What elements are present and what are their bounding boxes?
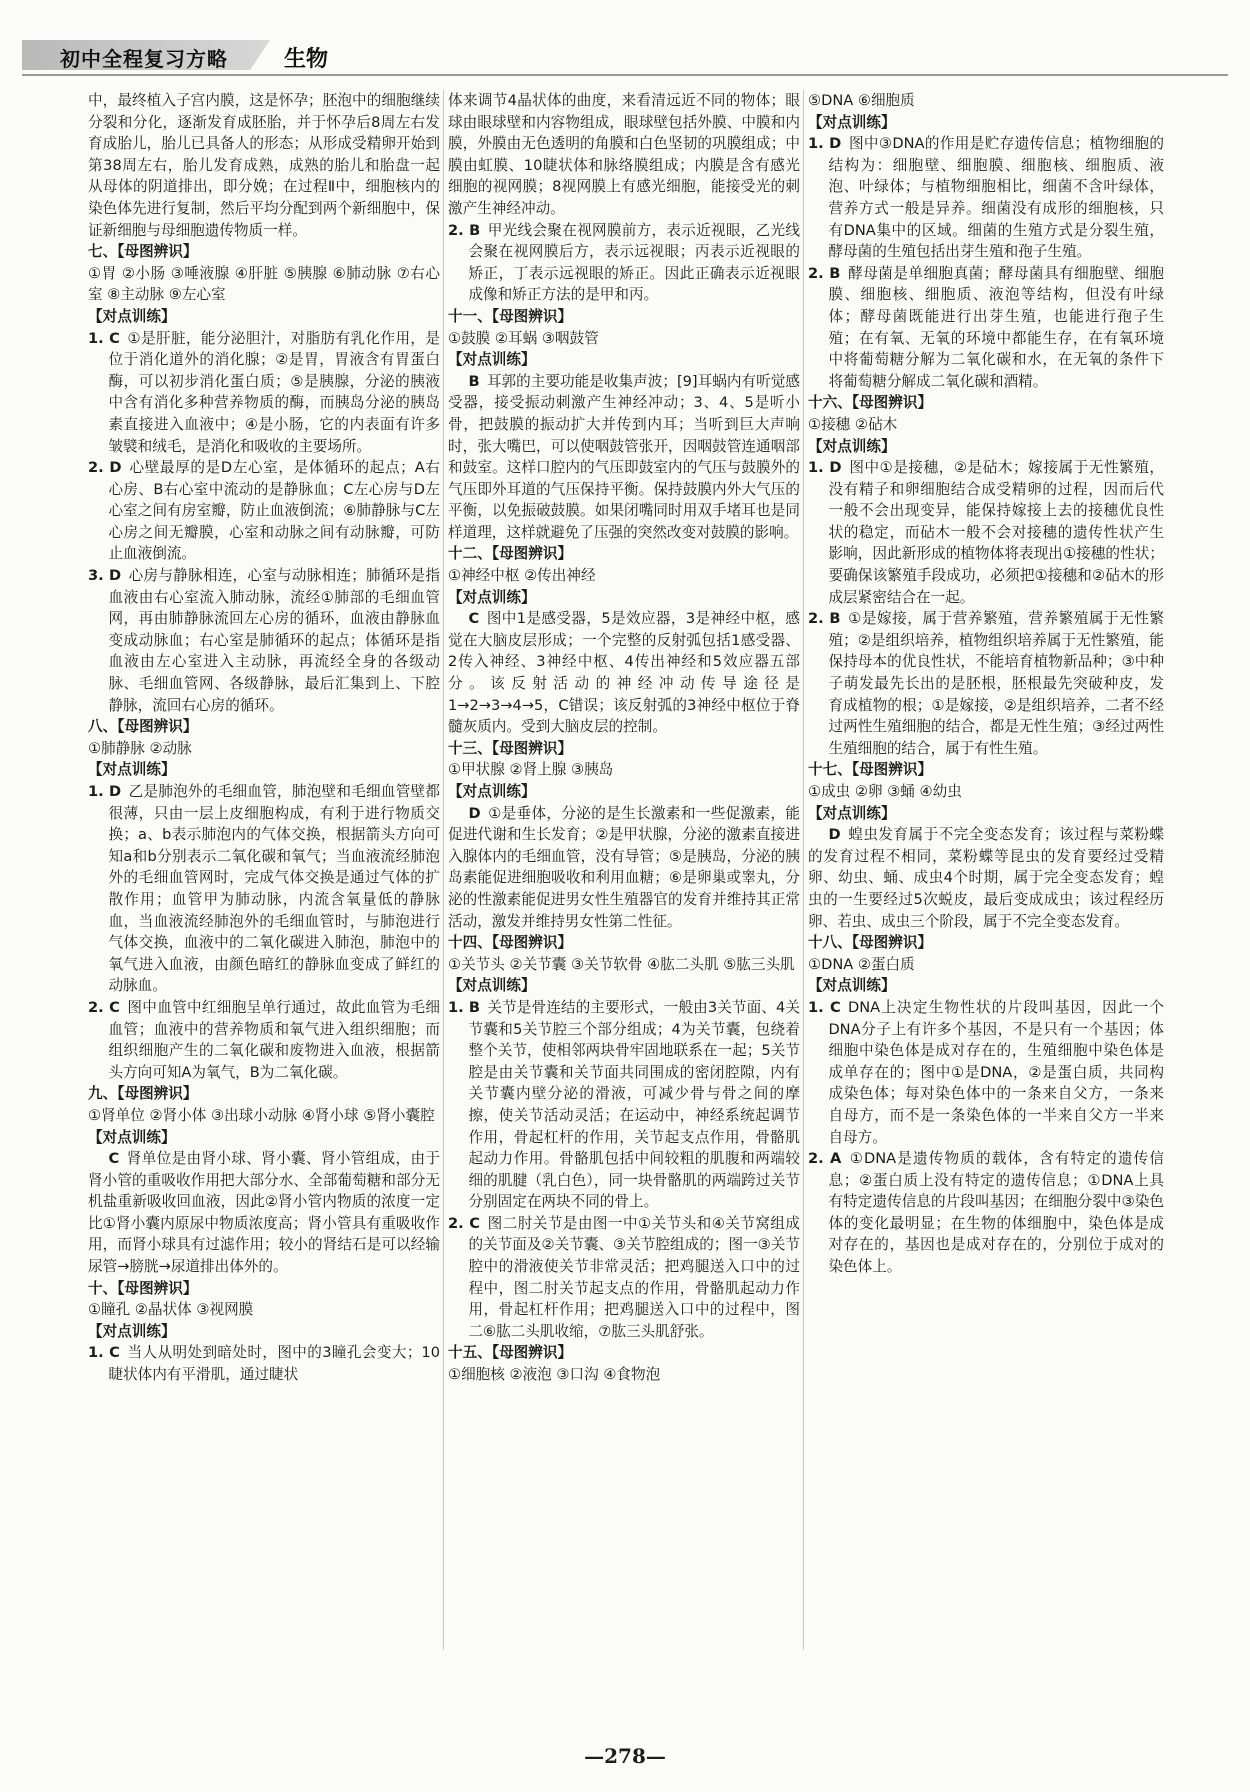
answer-item: [808, 457, 1164, 608]
answer-explanation: 心壁最厚的是D左心室，是体循环的起点；A右心房、B右心室中流动的是静脉血；C左心房与D左心室之间有房室瓣，防止血液倒流；⑥肺静脉与C左心房之间无瓣膜，心室和动脉之间有动脉瓣，可防止血液倒流。: [108, 459, 440, 563]
answer-explanation: 当人从明处到暗处时，图中的3瞳孔会变大；10睫状体内有平滑肌，通过睫状: [108, 1344, 440, 1384]
section-heading: 七、【母图辨识】: [88, 243, 198, 261]
section-heading: 【对点训练】: [88, 1322, 176, 1340]
answer-explanation: ①DNA是遗传物质的载体，含有特定的遗传信息；②蛋白质上没有特定的遗传信息；①DNA上具有特定遗传信息的片段叫基因；在细胞分裂中③染色体的变化最明显；在生物的体细胞中，染色体是成对存在的，基因也是成对存在的，分别位于成对的染色体上。: [828, 1150, 1164, 1276]
section-heading: 【对点训练】: [448, 783, 536, 800]
section-heading: 十一、【母图辨识】: [448, 307, 573, 325]
answer-explanation: 图中③DNA的作用是贮存遗传信息；植物细胞的结构为：细胞壁、细胞膜、细胞核、细胞质、液泡、叶绿体；与植物细胞相比，细菌不含叶绿体，营养方式一般是异养。细菌没有成形的细胞核，只有DNA集中的区域。细菌的生殖方式是分裂生殖，酵母菌的生殖包括出芽生殖和孢子生殖。: [828, 135, 1164, 261]
answer-text: ①胃 ②小肠 ③唾液腺 ④肝脏 ⑤胰腺 ⑥肺动脉 ⑦右心室 ⑧主动脉 ⑨左心室: [88, 264, 440, 304]
answer-key: 2. C: [88, 998, 120, 1016]
column-divider: [443, 90, 444, 1650]
answer-item: [448, 997, 800, 1213]
answer-key: 2. B: [808, 264, 841, 282]
answer-explanation: 肾单位是由肾小球、肾小囊、肾小管组成，由于肾小管的重吸收作用把大部分水、全部葡萄糖和部分无机盐重新吸收回血液，因此②肾小管内物质的浓度一定比①肾小囊内原尿中物质浓度高；肾小管具有重吸收作用，而肾小球具有过滤作用；较小的肾结石是可以经输尿管→膀胱→尿道排出体外的。: [88, 1150, 440, 1276]
header-series-title: 初中全程复习方略: [60, 47, 228, 71]
section-heading: 【对点训练】: [808, 804, 896, 822]
section-heading: 【对点训练】: [448, 977, 536, 995]
answer-text: ①关节头 ②关节囊 ③关节软骨 ④肱二头肌 ⑤肱三头肌: [448, 955, 795, 973]
answer-item: [808, 997, 1164, 1148]
answer-key: 1. B: [448, 998, 481, 1016]
answer-explanation: 图二肘关节是由图一中①关节头和④关节窝组成的关节面及②关节囊、③关节腔组成的；图一③关节腔中的滑液使关节非常灵活；把鸡腿送入口中的过程中，图二肘关节起支点的作用，骨骼肌起动力作用，骨起杠杆作用；把鸡腿送入口中的过程中，图二⑥肱二头肌收缩，⑦肱三头肌舒张。: [468, 1214, 800, 1340]
answer-item: [808, 608, 1164, 759]
answer-explanation: 甲光线会聚在视网膜前方，表示近视眼，乙光线会聚在视网膜后方，表示远视眼；丙表示近视眼的矫正，丁表示远视眼的矫正。因此正确表示近视眼成像和矫正方法的是甲和丙。: [468, 221, 800, 304]
answer-key: D: [468, 804, 481, 822]
section-heading: 【对点训练】: [88, 761, 176, 779]
answer-column-1: [88, 90, 440, 1386]
section-heading: 十八、【母图辨识】: [808, 934, 933, 952]
answer-column-2: [448, 90, 800, 1386]
answer-item: [808, 1148, 1164, 1278]
page-number: —278—: [584, 1744, 666, 1768]
answer-explanation: 关节是骨连结的主要形式，一般由3关节面、4关节囊和5关节腔三个部分组成；4为关节囊，包绕着整个关节，使相邻两块骨牢固地联系在一起；5关节腔是由关节囊和关节面共同围成的密闭腔隙，内有关节囊内壁分泌的滑液，可减少骨与骨之间的摩擦，使关节活动灵活；在运动中，神经系统起调节作用，骨起杠杆的作用，关节起支点作用，骨骼肌起动力作用。骨骼肌包括中间较粗的肌腹和两端较细的肌腱（乳白色），同一块骨骼肌的两端跨过关节分别固定在两块不同的骨上。: [468, 998, 801, 1211]
section-heading: 十五、【母图辨识】: [448, 1344, 573, 1362]
answer-key: D: [828, 826, 841, 844]
answer-key: 2. D: [88, 459, 122, 477]
section-heading: 【对点训练】: [808, 437, 896, 455]
section-heading: 十六、【母图辨识】: [808, 394, 933, 412]
answer-explanation: ①是垂体，分泌的是生长激素和一些促激素，能促进代谢和生长发育；②是甲状腺，分泌的激素直接进入腺体内的毛细血管，没有导管；⑤是胰岛，分泌的胰岛素能促进细胞吸收和利用血糖；⑥是卵巢或睾丸，分泌的性激素能促进男女性生殖器官的发育并维持其正常活动，激发并维持男女性第二性征。: [448, 804, 800, 930]
answer-item: [448, 608, 800, 738]
answer-explanation: ①是肝脏，能分泌胆汁，对脂肪有乳化作用，是位于消化道外的消化腺；②是胃，胃液含有胃蛋白酶，可以初步消化蛋白质；⑤是胰腺，分泌的胰液中含有消化多种营养物质的酶，而胰岛分泌的胰岛素直接进入血液中；④是小肠，它的内表面有许多皱襞和绒毛，是消化和吸收的主要场所。: [108, 329, 440, 455]
answer-item: [88, 1342, 440, 1385]
answer-text: ①鼓膜 ②耳蜗 ③咽鼓管: [448, 329, 599, 347]
answer-text: ①肺静脉 ②动脉: [88, 739, 192, 757]
answer-item: [88, 1148, 440, 1278]
answer-item: [88, 565, 440, 716]
answer-key: 1. C: [88, 1344, 120, 1362]
answer-text: ①成虫 ②卵 ③蛹 ④幼虫: [808, 783, 962, 800]
answer-text: ①肾单位 ②肾小体 ③出球小动脉 ④肾小球 ⑤肾小囊腔: [88, 1106, 435, 1124]
section-heading: 【对点训练】: [808, 977, 896, 995]
header-rule: [22, 74, 1228, 76]
answer-key: B: [468, 372, 480, 390]
section-heading: 九、【母图辨识】: [88, 1085, 198, 1103]
section-heading: 十二、【母图辨识】: [448, 545, 573, 563]
answer-text: ⑤DNA ⑥细胞质: [808, 92, 915, 109]
answer-explanation: 蝗虫发育属于不完全变态发育；该过程与菜粉蝶的发育过程不相同，菜粉蝶等昆虫的发育要经过受精卵、幼虫、蛹、成虫4个时期，属于完全变态发育；蝗虫的一生要经过5次蜕皮，最后变成成虫；该过程经历卵、若虫、成虫三个阶段，属于不完全变态发育。: [808, 826, 1164, 930]
section-heading: 【对点训练】: [448, 351, 536, 369]
answer-item: [448, 220, 800, 306]
answer-key: 1. D: [808, 459, 842, 477]
answer-text: ①接穗 ②砧木: [808, 415, 898, 433]
section-heading: 【对点训练】: [88, 1128, 176, 1146]
answer-key: C: [468, 610, 480, 628]
answer-item: [88, 328, 440, 458]
answer-text: ①细胞核 ②液泡 ③口沟 ④食物泡: [448, 1366, 661, 1384]
answer-explanation: 乙是肺泡外的毛细血管，肺泡壁和毛细血管壁都很薄，只由一层上皮细胞构成，有利于进行物质交换；a、b表示肺泡内的气体交换，根据箭头方向可知a和b分别表示二氧化碳和氧气；当血液流经肺泡外的毛细血管网时，完成气体交换是通过气体的扩散作用；血管甲为肺动脉，内流含氧量低的静脉血，当血液流经肺泡外的毛细血管时，与肺泡进行气体交换，血液中的二氧化碳进入肺泡，肺泡中的氧气进入血液，由颜色暗红的静脉血变成了鲜红的动脉血。: [108, 783, 440, 995]
answer-key: 3. D: [88, 567, 122, 585]
answer-explanation: 耳郭的主要功能是收集声波；[9]耳蜗内有听觉感受器，接受振动刺激产生神经冲动；3、4、5是听小骨，把鼓膜的振动扩大并传到内耳；当听到巨大声响时，张大嘴巴，可以使咽鼓管张开，因咽鼓管连通咽部和鼓室。这样口腔内的气压即鼓室内的气压与鼓膜外的气压即外耳道的气压保持平衡。保持鼓膜内外大气压的平衡，以免振破鼓膜。如果闭嘴同时用双手堵耳也是同样道理，这样就避免了压强的突然改变对鼓膜的影响。: [448, 372, 800, 541]
answer-key: C: [108, 1150, 120, 1168]
answer-key: 1. D: [808, 135, 842, 153]
answer-key: 1. C: [88, 329, 120, 347]
answer-item: [88, 997, 440, 1083]
answer-explanation: 心房与静脉相连，心室与动脉相连；肺循环是指血液由右心室流入肺动脉，流经①肺部的毛细血管网，再由肺静脉流回左心房的循环，血液由静脉血变成动脉血；右心室是肺循环的起点；体循环是指血液由左心室进入主动脉，再流经全身的各级动脉、毛细血管网、各级静脉，最后汇集到上、下腔静脉，流回右心房的循环。: [108, 567, 440, 714]
answer-explanation: 图中①是接穗，②是砧木；嫁接属于无性繁殖，没有精子和卵细胞结合成受精卵的过程，因而后代一般不会出现变异，能保持嫁接上去的接穗优良性状的稳定，而砧木一般不会对接穗的遗传性状产生影响，因此新形成的植物体将表现出①接穗的性状；要确保该繁殖手段成功，必须把①接穗和②砧木的形成层紧密结合在一起。: [828, 459, 1164, 606]
answer-text: ①DNA ②蛋白质: [808, 955, 915, 973]
answer-item: [448, 803, 800, 933]
answer-explanation: 图中1是感受器，5是效应器，3是神经中枢，感觉在大脑皮层形成；一个完整的反射弧包括1感受器、2传入神经、3神经中枢、4传出神经和5效应器五部分。该反射活动的神经冲动传导途径是1→2→3→4→5，C错误；该反射弧的3神经中枢位于脊髓灰质内。受到大脑皮层的控制。: [448, 610, 800, 736]
section-heading: 【对点训练】: [88, 307, 176, 325]
answer-key: 2. A: [808, 1150, 842, 1168]
answer-text: ①瞳孔 ②晶状体 ③视网膜: [88, 1301, 254, 1319]
section-heading: 十、【母图辨识】: [88, 1279, 198, 1297]
answer-key: 2. C: [448, 1214, 480, 1232]
answer-item: [808, 133, 1164, 263]
answer-item: [808, 263, 1164, 393]
answer-item: [448, 1213, 800, 1343]
section-heading: 十四、【母图辨识】: [448, 934, 573, 952]
answer-text: ①神经中枢 ②传出神经: [448, 567, 596, 585]
column-divider: [803, 90, 804, 1650]
answer-text: 中，最终植入子宫内膜，这是怀孕；胚泡中的细胞继续分裂和分化，逐渐发育成胚胎，并于怀孕后8周左右发育成胎儿，胎儿已具备人的形态；从形成受精卵开始到第38周左右，胎儿发育成熟，成熟的胎儿和胎盘一起从母体的阴道排出，即分娩；在过程Ⅱ中，细胞核内的染色体先进行复制，然后平均分配到两个新细胞中，保证新细胞与母细胞遗传物质一样。: [88, 92, 440, 239]
answer-column-3: [808, 90, 1164, 1278]
answer-explanation: DNA上决定生物性状的片段叫基因，因此一个DNA分子上有许多个基因，不是只有一个基因；体细胞中染色体是成对存在的，生殖细胞中染色体是成单存在的；图中①是DNA，②是蛋白质，共同构成染色体；每对染色体中的一条来自父方，一条来自母方，而不是一条染色体的一半来自父方一半来自母方。: [828, 998, 1164, 1146]
answer-item: [808, 824, 1164, 932]
section-heading: 十三、【母图辨识】: [448, 739, 573, 757]
answer-key: 1. C: [808, 998, 841, 1016]
section-heading: 【对点训练】: [808, 113, 896, 131]
answer-key: 1. D: [88, 783, 122, 800]
answer-key: 2. B: [808, 610, 841, 628]
section-heading: 八、【母图辨识】: [88, 718, 198, 736]
answer-item: [448, 371, 800, 544]
answer-explanation: ①是嫁接，属于营养繁殖，营养繁殖属于无性繁殖；②是组织培养，植物组织培养属于无性繁殖，能保持母本的优良性状，不能培育植物新品种；③中种子萌发最先长出的是胚根，胚根最先突破种皮，发育成植物的根；①是嫁接，②是组织培养，二者不经过两性生殖细胞的结合，都是无性生殖；③经过两性生殖细胞的结合，属于有性生殖。: [828, 610, 1165, 757]
answer-item: [88, 781, 440, 997]
section-heading: 【对点训练】: [448, 588, 536, 606]
answer-explanation: 酵母菌是单细胞真菌；酵母菌具有细胞壁、细胞膜、细胞核、细胞质、液泡等结构，但没有叶绿体；酵母菌既能进行出芽生殖，也能进行孢子生殖；在有氧、无氧的环境中都能生存，在有氧环境中将葡萄糖分解为二氧化碳和水，在无氧的条件下将葡萄糖分解成二氧化碳和酒精。: [828, 264, 1164, 390]
answer-text: ①甲状腺 ②肾上腺 ③胰岛: [448, 761, 614, 779]
page-header: [22, 40, 1228, 76]
answer-item: [88, 457, 440, 565]
section-heading: 十七、【母图辨识】: [808, 761, 933, 779]
answer-text: 体来调节4晶状体的曲度，来看清远近不同的物体；眼球由眼球壁和内容物组成，眼球壁包括外膜、中膜和内膜，外膜由无色透明的角膜和白色坚韧的巩膜组成；中膜由虹膜、10睫状体和脉络膜组成；内膜是含有感光细胞的视网膜；8视网膜上有感光细胞，能接受光的刺激产生神经冲动。: [448, 92, 800, 217]
header-subject-title: 生物: [284, 47, 329, 72]
answer-explanation: 图中血管中红细胞呈单行通过，故此血管为毛细血管；血液中的营养物质和氧气进入组织细胞；而组织细胞产生的二氧化碳和废物进入血液，根据箭头方向可知A为氧气，B为二氧化碳。: [108, 998, 440, 1081]
answer-key: 2. B: [448, 221, 481, 239]
